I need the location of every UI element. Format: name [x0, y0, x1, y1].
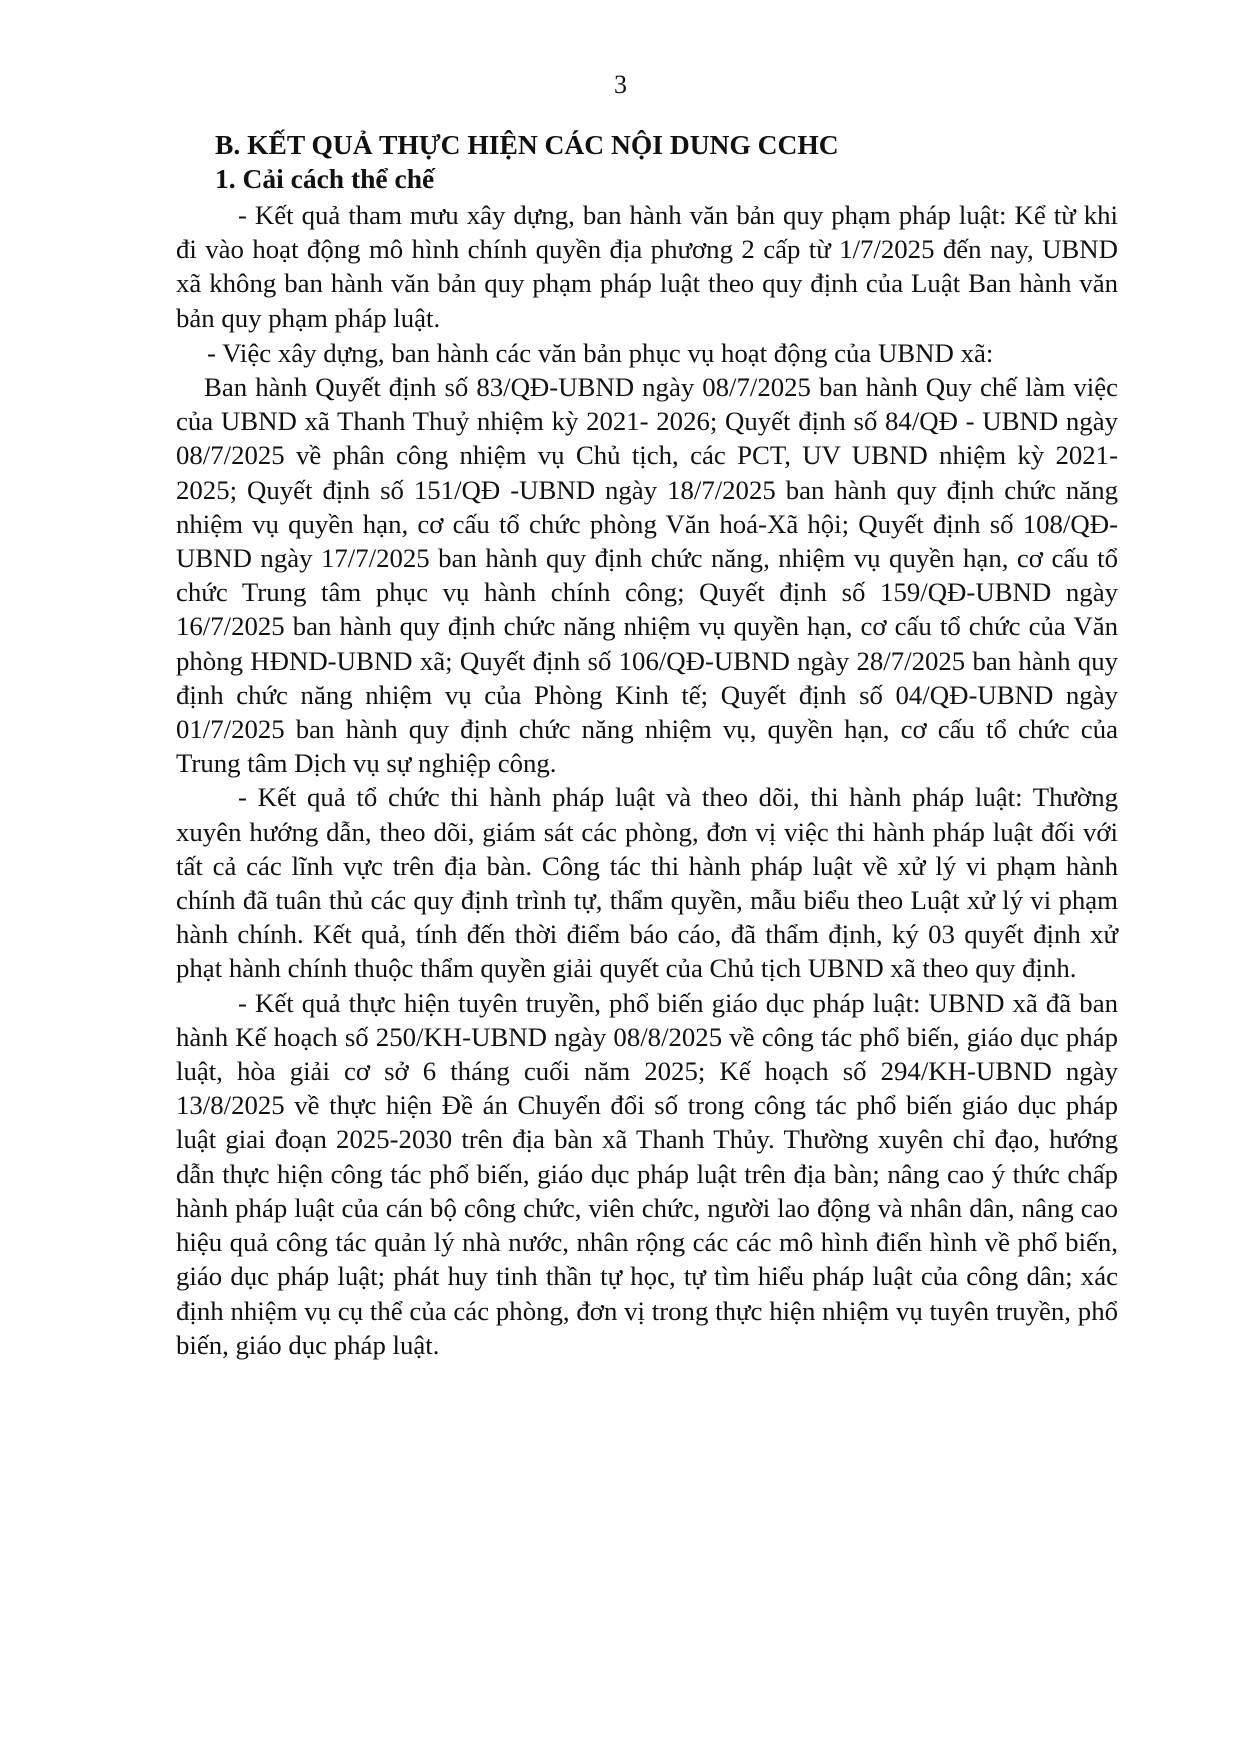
section-heading: B. KẾT QUẢ THỰC HIỆN CÁC NỘI DUNG CCHC: [215, 129, 839, 160]
page-number: 3: [614, 70, 627, 99]
subsection-heading: 1. Cải cách thể chế: [215, 163, 435, 194]
paragraph-issued-decisions: Ban hành Quyết định số 83/QĐ-UBND ngày 08/7/2025 ban hành Quy chế làm việc của UBND xã Thanh Thuỷ nhiệm kỳ 2021- 2026; Quyết định số 84/QĐ - UBND ngày 08/7/2025 về phân công nhiệm vụ Chủ tịch, các PCT, UV UBND nhiệm kỳ 2021- 2025; Quyết định số 151/QĐ -UBND ngày 18/7/2025 ban hành quy định chức năng nhiệm vụ quyền hạn, cơ cấu tổ chức phòng Văn hoá-Xã hội; Quyết định số 108/QĐ-UBND ngày 17/7/2025 ban hành quy định chức năng, nhiệm vụ quyền hạn, cơ cấu tổ chức Trung tâm phục vụ hành chính công; Quyết định số 159/QĐ-UBND ngày 16/7/2025 ban hành quy định chức năng nhiệm vụ quyền hạn, cơ cấu tổ chức của Văn phòng HĐND-UBND xã; Quyết định số 106/QĐ-UBND ngày 28/7/2025 ban hành quy định chức năng nhiệm vụ của Phòng Kinh tế; Quyết định số 04/QĐ-UBND ngày 01/7/2025 ban hành quy định chức năng nhiệm vụ, quyền hạn, cơ cấu tổ chức của Trung tâm Dịch vụ sự nghiệp công.: [176, 372, 1118, 779]
document-body: [176, 128, 1118, 1362]
paragraph-legal-education-result: - Kết quả thực hiện tuyên truyền, phổ biến giáo dục pháp luật: UBND xã đã ban hành Kế hoạch số 250/KH-UBND ngày 08/8/2025 về công tác phổ biến, giáo dục pháp luật, hòa giải cơ sở 6 tháng cuối năm 2025; Kế hoạch số 294/KH-UBND ngày 13/8/2025 về thực hiện Đề án Chuyển đổi số trong công tác phổ biến giáo dục pháp luật giai đoạn 2025-2030 trên địa bàn xã Thanh Thủy. Thường xuyên chỉ đạo, hướng dẫn thực hiện công tác phổ biến, giáo dục pháp luật trên địa bàn; nâng cao ý thức chấp hành pháp luật của cán bộ công chức, viên chức, người lao động và nhân dân, nâng cao hiệu quả công tác quản lý nhà nước, nhân rộng các các mô hình điển hình về phổ biến, giáo dục pháp luật; phát huy tinh thần tự học, tự tìm hiểu pháp luật của công dân; xác định nhiệm vụ cụ thể của các phòng, đơn vị trong thực hiện nhiệm vụ tuyên truyền, phổ biến, giáo dục pháp luật.: [176, 987, 1118, 1360]
paragraph-operational-documents-intro: - Việc xây dựng, ban hành các văn bản phục vụ hoạt động của UBND xã:: [207, 337, 994, 368]
paragraph-law-enforcement-result: - Kết quả tổ chức thi hành pháp luật và theo dõi, thi hành pháp luật: Thường xuyên hướng dẫn, theo dõi, giám sát các phòng, đơn vị việc thi hành pháp luật đối với tất cả các lĩnh vực trên địa bàn. Công tác thi hành pháp luật về xử lý vi phạm hành chính đã tuân thủ các quy định trình tự, thẩm quyền, mẫu biểu theo Luật xử lý vi phạm hành chính. Kết quả, tính đến thời điểm báo cáo, đã thẩm định, ký 03 quyết định xử phạt hành chính thuộc thẩm quyền giải quyết của Chủ tịch UBND xã theo quy định.: [176, 782, 1118, 984]
paragraph-legal-documents-result: - Kết quả tham mưu xây dựng, ban hành văn bản quy phạm pháp luật: Kể từ khi đi vào hoạt động mô hình chính quyền địa phương 2 cấp từ 1/7/2025 đến nay, UBND xã không ban hành văn bản quy phạm pháp luật theo quy định của Luật Ban hành văn bản quy phạm pháp luật.: [176, 200, 1118, 333]
